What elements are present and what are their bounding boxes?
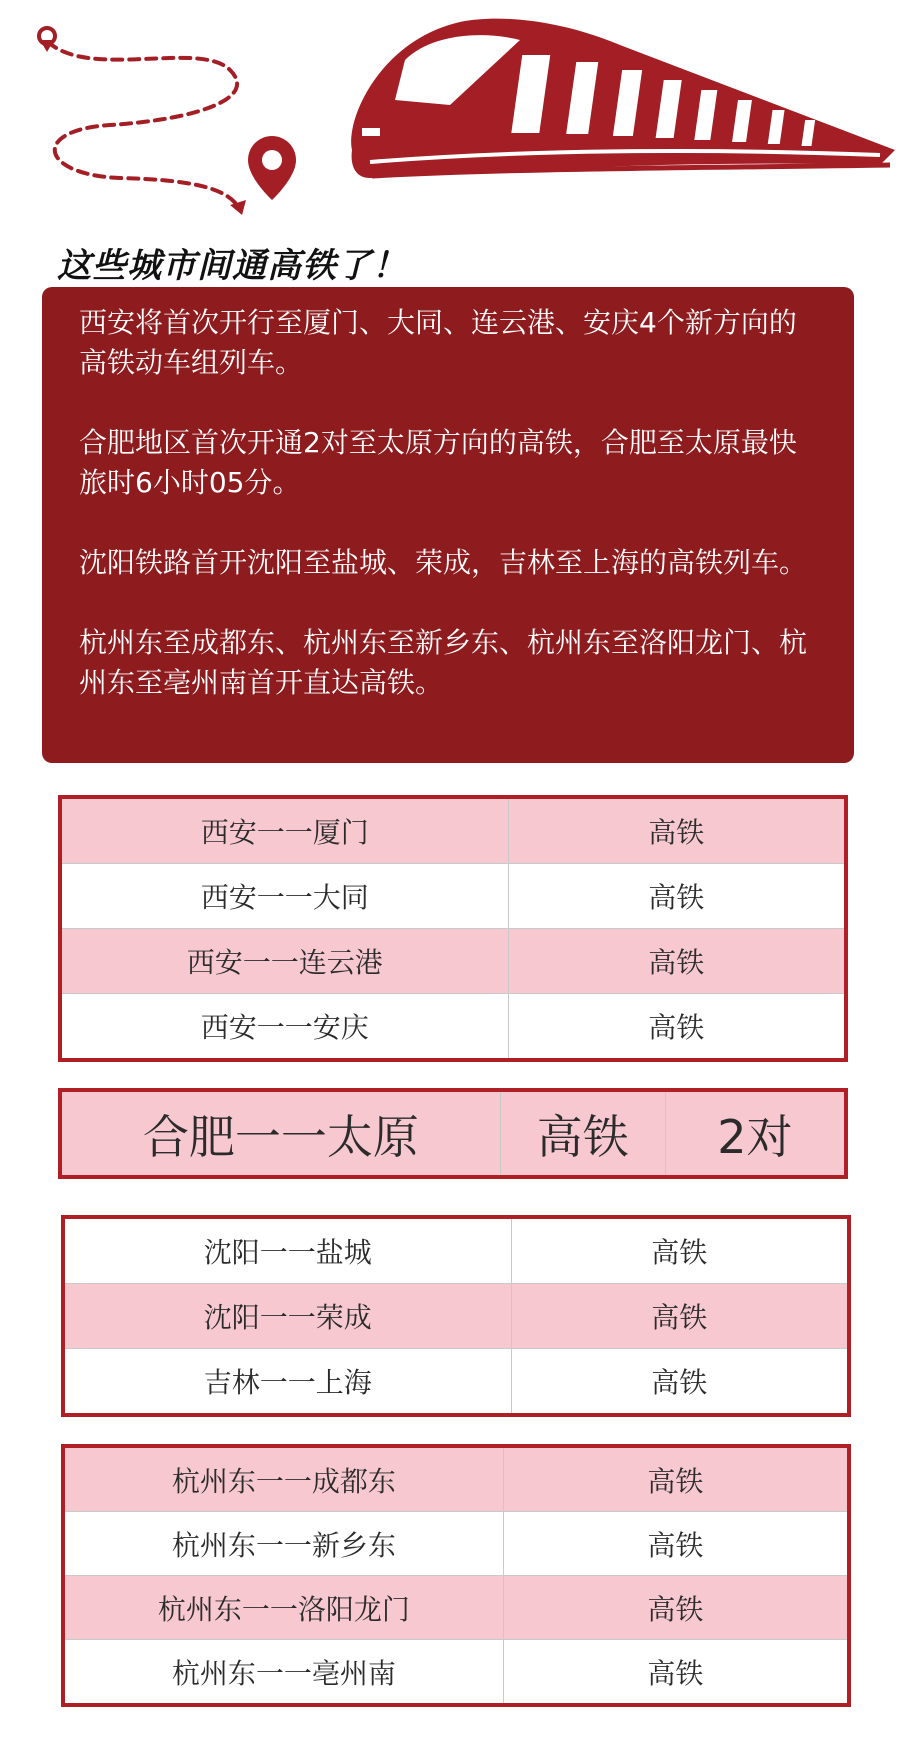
type-cell: 高铁 <box>503 1446 849 1512</box>
table-row <box>60 994 846 1061</box>
type-cell: 高铁 <box>503 1512 849 1576</box>
table-row <box>63 1512 849 1576</box>
type-cell: 高铁 <box>503 1576 849 1640</box>
type-cell: 高铁 <box>511 1217 849 1284</box>
table-row <box>63 1446 849 1512</box>
type-cell: 高铁 <box>500 1090 665 1177</box>
type-cell: 高铁 <box>508 994 846 1061</box>
route-cell: 杭州东一一洛阳龙门 <box>63 1576 503 1640</box>
type-cell: 高铁 <box>503 1640 849 1706</box>
table-row <box>63 1349 849 1416</box>
location-pin-icon <box>248 136 296 200</box>
type-cell: 高铁 <box>508 797 846 864</box>
count-cell: 2对 <box>665 1090 846 1177</box>
route-cell: 西安一一大同 <box>60 864 508 929</box>
table-row <box>60 1090 846 1177</box>
panel-paragraph: 沈阳铁路首开沈阳至盐城、荣成，吉林至上海的高铁列车。 <box>79 546 808 579</box>
panel-paragraph: 西安将首次开行至厦门、大同、连云港、安庆4个新方向的高铁动车组列车。 <box>79 306 797 379</box>
route-cell: 杭州东一一亳州南 <box>63 1640 503 1706</box>
type-cell: 高铁 <box>508 929 846 994</box>
route-cell: 沈阳一一盐城 <box>63 1217 511 1284</box>
hefei-route-table <box>58 1088 848 1179</box>
route-path-icon <box>48 42 246 215</box>
page-heading: 这些城市间通高铁了！ <box>57 246 407 286</box>
train-illustration <box>351 19 895 178</box>
table-row <box>60 929 846 994</box>
table-row <box>63 1217 849 1284</box>
table-row <box>63 1284 849 1349</box>
shenyang-routes-table <box>61 1215 851 1417</box>
table-row <box>63 1576 849 1640</box>
header-illustration <box>0 0 900 240</box>
xian-routes-table <box>58 795 848 1062</box>
table-row <box>60 864 846 929</box>
small-pin-icon <box>39 28 55 52</box>
route-cell: 西安一一厦门 <box>60 797 508 864</box>
panel-paragraph: 合肥地区首次开通2对至太原方向的高铁，合肥至太原最快旅时6小时05分。 <box>79 426 797 499</box>
route-cell: 西安一一安庆 <box>60 994 508 1061</box>
type-cell: 高铁 <box>511 1284 849 1349</box>
hangzhou-routes-table <box>61 1444 851 1707</box>
table-row <box>63 1640 849 1706</box>
panel-paragraph: 杭州东至成都东、杭州东至新乡东、杭州东至洛阳龙门、杭州东至亳州南首开直达高铁。 <box>79 626 808 699</box>
type-cell: 高铁 <box>511 1349 849 1416</box>
table-row <box>60 797 846 864</box>
route-cell: 杭州东一一成都东 <box>63 1446 503 1512</box>
summary-panel <box>42 287 854 763</box>
route-cell: 合肥一一太原 <box>60 1090 500 1177</box>
route-cell: 西安一一连云港 <box>60 929 508 994</box>
route-cell: 沈阳一一荣成 <box>63 1284 511 1349</box>
route-cell: 杭州东一一新乡东 <box>63 1512 503 1576</box>
route-cell: 吉林一一上海 <box>63 1349 511 1416</box>
type-cell: 高铁 <box>508 864 846 929</box>
